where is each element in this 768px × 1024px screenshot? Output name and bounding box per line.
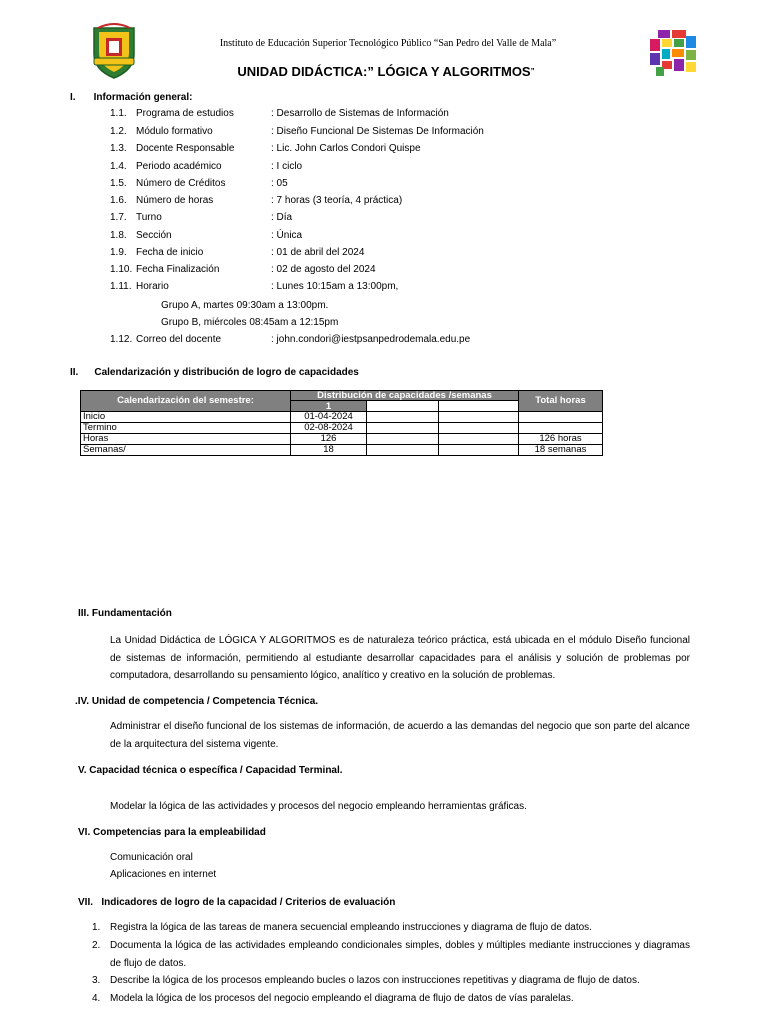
page-title: UNIDAD DIDÁCTICA:” LÓGICA Y ALGORITMOS”: [237, 64, 535, 79]
indicator-text: Describe la lógica de los procesos empleando bucles o lazos con instrucciones repetitivas y diagrama de flujo de datos.: [110, 975, 640, 986]
section-5-heading: V. Capacidad técnica o específica / Capacidad Terminal.: [78, 765, 343, 776]
info-row-label: Horario: [136, 281, 169, 292]
info-row-label: Correo del docente: [136, 334, 222, 345]
total-hours-cell: [519, 423, 603, 434]
info-row-number: 1.4.: [110, 161, 127, 172]
info-row-value: : I ciclo: [271, 161, 303, 172]
info-row-number: 1.8.: [110, 230, 127, 241]
empty-cell: [367, 445, 439, 456]
empty-cell: [439, 445, 519, 456]
info-row-number: 1.11.: [110, 281, 132, 292]
institute-name: Instituto de Educación Superior Tecnológico Público “San Pedro del Valle de Mala”: [219, 38, 557, 49]
info-row-label: Número de horas: [136, 195, 214, 206]
week-value-cell: 126: [291, 434, 367, 445]
info-row-label: Sección: [136, 230, 172, 241]
info-row-number: 1.2.: [110, 126, 127, 137]
competencia-paragraph: Administrar el diseño funcional de los sistemas de información, de acuerdo a las demandas del negocio que son parte del alcance de la arquitectura del sistema vigente.: [110, 721, 690, 750]
indicator-number: 2.: [92, 940, 101, 951]
horario-group-a: Grupo A, martes 09:30am a 13:00pm.: [161, 300, 329, 311]
empty-cell: [367, 434, 439, 445]
info-row-value: : Desarrollo de Sistemas de Información: [271, 108, 449, 119]
info-row-number: 1.10.: [110, 264, 133, 275]
info-row-number: 1.9.: [110, 247, 127, 258]
info-row-number: 1.5.: [110, 178, 127, 189]
empty-cell: [439, 434, 519, 445]
row-label-cell: Inicio: [81, 412, 291, 423]
indicator-number: 3.: [92, 975, 101, 986]
empty-cell: [367, 423, 439, 434]
section-6-heading: VI. Competencias para la empleabilidad: [78, 827, 266, 838]
info-row-label: Número de Créditos: [136, 178, 226, 189]
calendar-header-cell: Calendarización del semestre:: [81, 391, 291, 412]
capacidad-paragraph: Modelar la lógica de las actividades y procesos del negocio empleando herramientas gráficas.: [110, 801, 527, 812]
info-row-value: : Día: [271, 212, 293, 223]
info-row-value: : 02 de agosto del 2024: [271, 264, 376, 275]
empty-cell: [367, 412, 439, 423]
fundamentacion-paragraph: La Unidad Didáctica de LÓGICA Y ALGORITMOS es de naturaleza teórico práctica, está ubicada en el módulo Diseño funcional de sistemas de información, permitiendo al estudiante desarrollar capacidades para el análisis y solución de problemas por computadora, desarrollando su pensamiento lógico, analítico y creativo en la solución de problemas.: [110, 635, 690, 681]
info-row-label: Módulo formativo: [136, 126, 213, 137]
empleabilidad-item: Aplicaciones en internet: [110, 869, 217, 880]
empty-cell: [439, 412, 519, 423]
section-1-heading: I. Información general:: [70, 92, 193, 103]
info-row-number: 1.12.: [110, 334, 133, 345]
info-row-label: Turno: [136, 212, 162, 223]
table-row: [81, 445, 603, 456]
total-hours-cell: 18 semanas: [519, 445, 603, 456]
indicator-number: 4.: [92, 993, 101, 1004]
info-row-value: : 01 de abril del 2024: [271, 247, 365, 258]
info-row-value: : 05: [271, 178, 288, 189]
total-hours-header-cell: Total horas: [519, 391, 603, 412]
empty-cell: [439, 401, 519, 412]
table-row: [81, 434, 603, 445]
week-value-cell: 18: [291, 445, 367, 456]
info-row-label: Fecha Finalización: [136, 264, 220, 275]
indicator-text: Documenta la lógica de las actividades empleando condicionales simples, dobles y múltiples mediante instrucciones y diagramas de flujo de datos.: [110, 940, 690, 969]
info-row-label: Docente Responsable: [136, 143, 235, 154]
section-4-heading: .IV. Unidad de competencia / Competencia Técnica.: [75, 696, 319, 707]
empleabilidad-item: Comunicación oral: [110, 852, 193, 863]
info-row-value: : Lunes 10:15am a 13:00pm,: [271, 281, 399, 292]
section-3-heading: III. Fundamentación: [78, 608, 172, 619]
table-row: [81, 423, 603, 434]
week-header-cell: 1: [291, 401, 367, 412]
indicator-text: Registra la lógica de las tareas de manera secuencial empleando instrucciones y diagrama de flujo de datos.: [110, 922, 592, 933]
row-label-cell: Semanas/: [81, 445, 291, 456]
row-label-cell: Horas: [81, 434, 291, 445]
info-row-value: : john.condori@iestpsanpedrodemala.edu.pe: [271, 334, 471, 345]
info-row-value: : Diseño Funcional De Sistemas De Información: [271, 126, 484, 137]
section-2-heading: II. Calendarización y distribución de logro de capacidades: [70, 367, 359, 378]
indicator-number: 1.: [92, 922, 101, 933]
info-row-label: Fecha de inicio: [136, 247, 204, 258]
week-value-cell: 01-04-2024: [291, 412, 367, 423]
colorful-blocks-logo: [650, 30, 696, 76]
week-value-cell: 02-08-2024: [291, 423, 367, 434]
table-row: [81, 412, 603, 423]
info-row-value: : Lic. John Carlos Condori Quispe: [271, 143, 421, 154]
info-row-number: 1.3.: [110, 143, 127, 154]
total-hours-cell: [519, 412, 603, 423]
total-hours-cell: 126 horas: [519, 434, 603, 445]
info-row-label: Periodo académico: [136, 161, 222, 172]
section-7-heading: VII. Indicadores de logro de la capacidad / Criterios de evaluación: [78, 897, 396, 908]
indicator-text: Modela la lógica de los procesos del negocio empleando el diagrama de flujo de datos de vías paralelas.: [110, 993, 574, 1004]
horario-group-b: Grupo B, miércoles 08:45am a 12:15pm: [161, 317, 339, 328]
row-label-cell: Termino: [81, 423, 291, 434]
info-row-label: Programa de estudios: [136, 108, 234, 119]
calendar-table: [80, 390, 603, 456]
info-row-value: : 7 horas (3 teoría, 4 práctica): [271, 195, 403, 206]
empty-cell: [367, 401, 439, 412]
info-row-number: 1.1.: [110, 108, 127, 119]
info-row-number: 1.6.: [110, 195, 127, 206]
info-row-value: : Única: [271, 230, 303, 241]
empty-cell: [439, 423, 519, 434]
distribution-header-cell: Distribución de capacidades /semanas: [291, 391, 519, 401]
info-row-number: 1.7.: [110, 212, 127, 223]
